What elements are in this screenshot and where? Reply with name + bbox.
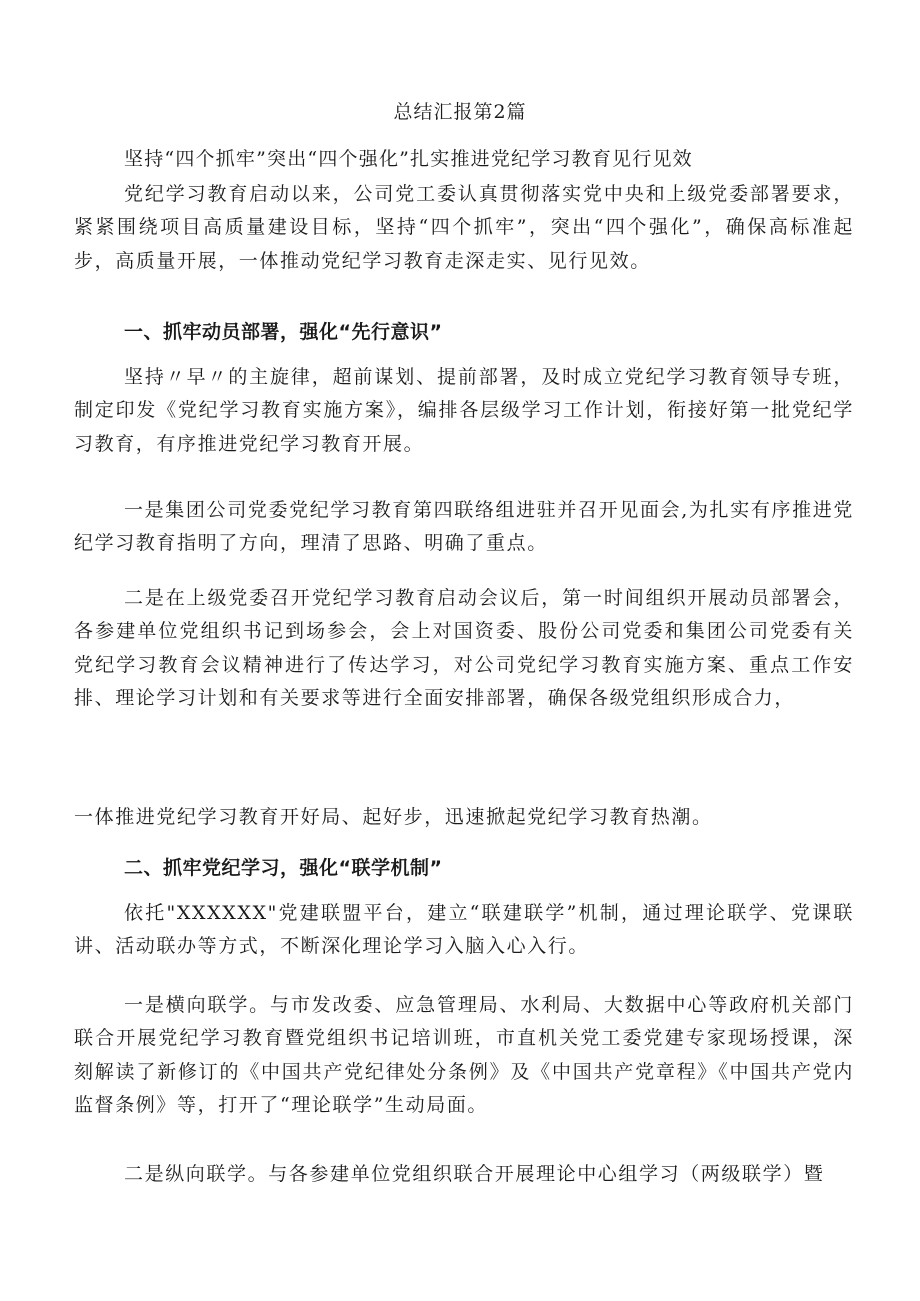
document-title: 总结汇报第2篇 (393, 101, 527, 123)
section-1-heading: 一、抓牢动员部署，强化“先行意识” (124, 321, 443, 343)
section-2-paragraph-1: 依托"XXXXXX"党建联盟平台，建立“联建联学”机制，通过理论联学、党课联讲、活动联办等方式，不断深化理论学习入脑入心入行。 (74, 902, 854, 958)
section-1-paragraph-2: 一是集团公司党委党纪学习教育第四联络组进驻并召开见面会,为扎实有序推进党纪学习教育指明了方向，理清了思路、明确了重点。 (74, 499, 854, 555)
document-subtitle: 坚持“四个抓牢”突出“四个强化”扎实推进党纪学习教育见行见效 (124, 148, 693, 170)
intro-paragraph: 党纪学习教育启动以来，公司党工委认真贯彻落实党中央和上级党委部署要求，紧紧围绕项目高质量建设目标，坚持“四个抓牢”，突出“四个强化”，确保高标准起步，高质量开展，一体推动党纪学习教育走深走实、见行见效。 (74, 183, 854, 272)
section-1-paragraph-4: 一体推进党纪学习教育开好局、起好步，迅速掀起党纪学习教育热潮。 (74, 806, 713, 828)
section-2-heading: 二、抓牢党纪学习，强化“联学机制” (124, 857, 443, 879)
section-2-paragraph-2: 一是横向联学。与市发改委、应急管理局、水利局、大数据中心等政府机关部门联合开展党纪学习教育暨党组织书记培训班，市直机关党工委党建专家现场授课，深刻解读了新修订的《中国共产党纪律处分条例》及《中国共产党章程》《中国共产党内监督条例》等，打开了“理论联学”生动局面。 (74, 994, 854, 1117)
section-1-paragraph-3: 二是在上级党委召开党纪学习教育启动会议后，第一时间组织开展动员部署会，各参建单位党组织书记到场参会，会上对国资委、股份公司党委和集团公司党委有关党纪学习教育会议精神进行了传达学习，对公司党纪学习教育实施方案、重点工作安排、理论学习计划和有关要求等进行全面安排部署，确保各级党组织形成合力， (74, 587, 854, 710)
section-1-paragraph-1: 坚持〃早〃的主旋律，超前谋划、提前部署，及时成立党纪学习教育领导专班，制定印发《党纪学习教育实施方案》，编排各层级学习工作计划，衔接好第一批党纪学习教育，有序推进党纪学习教育开展。 (74, 366, 854, 455)
section-2-paragraph-3: 二是纵向联学。与各参建单位党组织联合开展理论中心组学习（两级联学）暨 (124, 1163, 825, 1185)
